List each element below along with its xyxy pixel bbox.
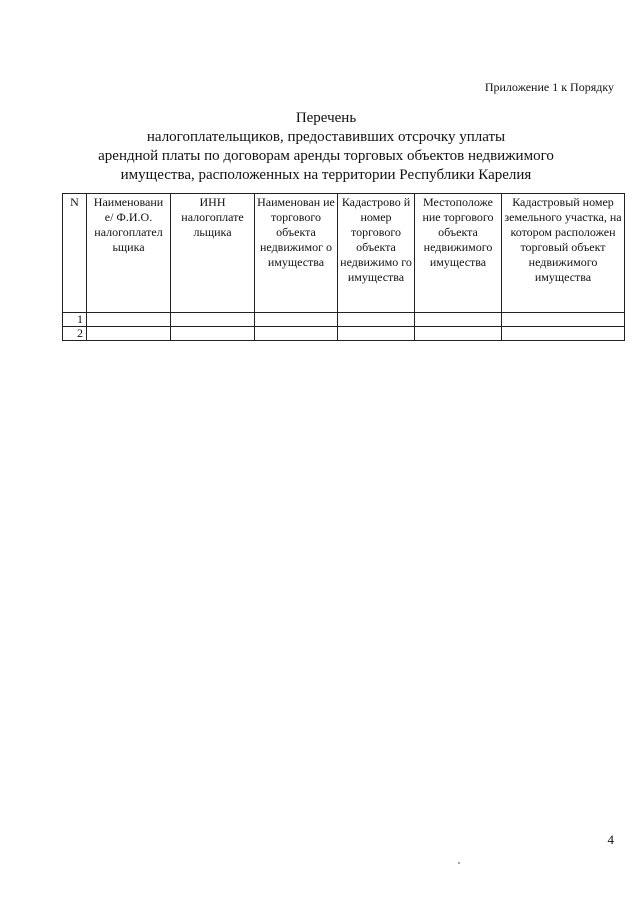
registry-table [62, 193, 625, 341]
title-line-1: Перечень [295, 110, 357, 126]
table-cell [502, 327, 625, 341]
column-header-inn: ИНН налогоплате льщика [171, 194, 255, 313]
table-cell [255, 313, 338, 327]
column-header-object-cadastral-number: Кадастрово й номер торгового объекта недвижимо го имущества [338, 194, 415, 313]
title-line-2: налогоплательщиков, предоставивших отсрочку уплаты [146, 129, 506, 145]
document-title [40, 109, 612, 185]
table-cell [415, 327, 502, 341]
appendix-label: Приложение 1 к Порядку [484, 80, 614, 94]
column-header-taxpayer-name: Наименовани е/ Ф.И.О. налогоплател ьщика [87, 194, 171, 313]
table-cell [338, 327, 415, 341]
table-cell [87, 327, 171, 341]
page-number: 4 [607, 832, 614, 847]
column-header-number: N [63, 194, 87, 313]
table-cell [255, 327, 338, 341]
row-number: 1 [63, 313, 87, 327]
table-row [63, 313, 625, 327]
table-header-row [63, 194, 625, 313]
table-cell [171, 313, 255, 327]
column-header-object-location: Местоположе ние торгового объекта недвижимого имущества [415, 194, 502, 313]
table-cell [87, 313, 171, 327]
table-cell [338, 313, 415, 327]
scan-speck [458, 862, 460, 864]
table-row [63, 327, 625, 341]
table-cell [502, 313, 625, 327]
table-cell [171, 327, 255, 341]
column-header-land-cadastral-number: Кадастровый номер земельного участка, на котором расположен торговый объект недвижимого имущества [502, 194, 625, 313]
table-cell [415, 313, 502, 327]
title-line-4: имущества, расположенных на территории Республики Карелия [120, 167, 532, 183]
column-header-object-name: Наименован ие торгового объекта недвижимог о имущества [255, 194, 338, 313]
row-number: 2 [63, 327, 87, 341]
title-line-3: арендной платы по договорам аренды торговых объектов недвижимого [98, 148, 554, 164]
